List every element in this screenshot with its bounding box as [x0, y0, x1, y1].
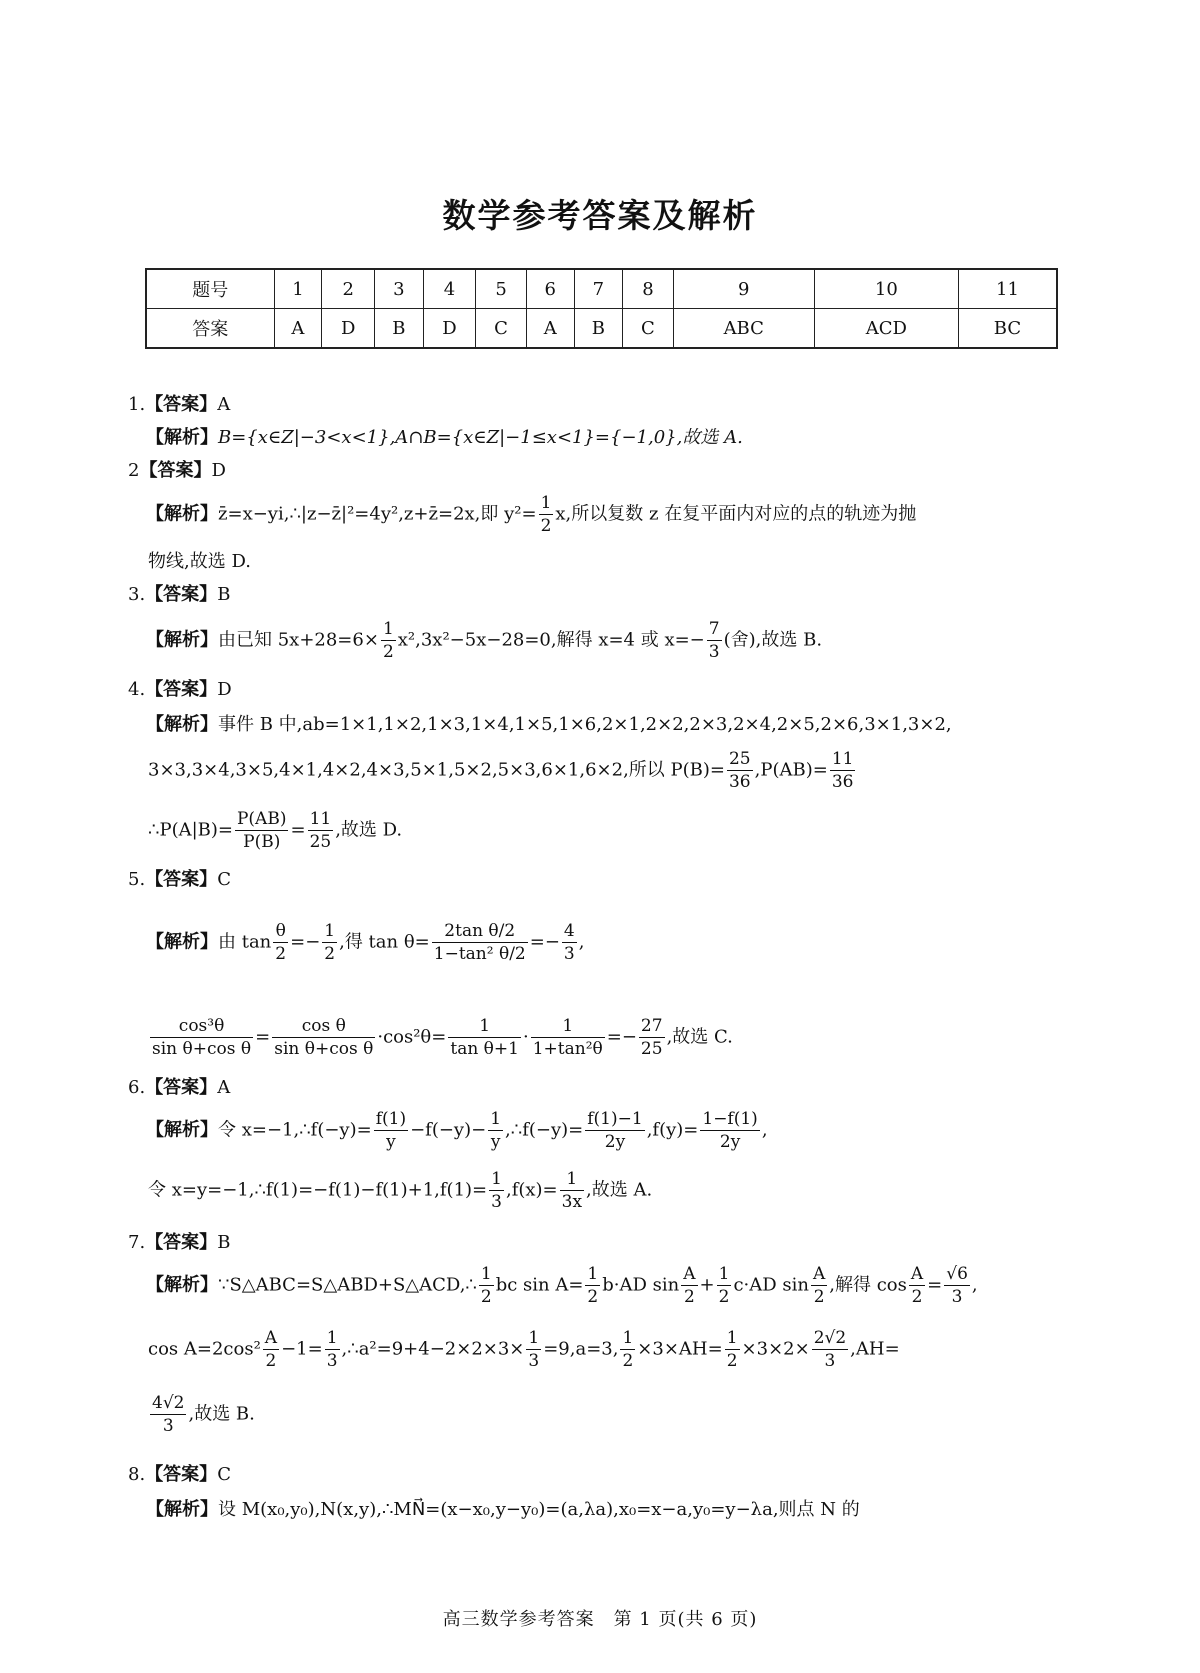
denominator: 3 — [491, 1192, 502, 1212]
analysis-text: 令 x=−1,∴f(−y)= — [218, 1119, 372, 1141]
answer-tag: 【答案】 — [145, 679, 218, 700]
numerator: 2tan θ/2 — [432, 920, 528, 943]
numerator: 1 — [622, 1328, 634, 1348]
page-footer: 高三数学参考答案 第 1 页(共 6 页) — [442, 1609, 758, 1630]
numerator: 1 — [324, 921, 336, 941]
numerator: 1 — [480, 1264, 492, 1284]
fraction — [585, 1108, 644, 1153]
fraction — [479, 1263, 494, 1308]
table-cell: 11 — [958, 269, 1057, 309]
table-cell: 4 — [423, 269, 476, 309]
denominator: P(B) — [243, 832, 281, 852]
numerator: 1 — [587, 1264, 599, 1284]
table-row-answers — [146, 309, 1057, 349]
analysis-text: ,故选 B. — [188, 1403, 255, 1425]
analysis-text: bc sin A= — [495, 1274, 584, 1296]
fraction — [308, 808, 334, 853]
fraction — [585, 1263, 600, 1308]
analysis-text: = — [927, 1274, 943, 1296]
numerator: 1 — [490, 1109, 502, 1129]
analysis-text: , — [761, 1119, 768, 1141]
answer-table — [145, 268, 1058, 349]
fraction — [381, 618, 396, 663]
analysis-text: 事件 B 中,ab=1×1,1×2,1×3,1×4,1×5,1×6,2×1,2×2,2×3,2×4,2×5,2×6,3×1,3×2, — [218, 714, 952, 735]
analysis-text: b·AD sin — [602, 1274, 680, 1296]
analysis-text: 设 M(x₀,y₀),N(x,y),∴MN⃗=(x−x₀,y−y₀)=(a,λa),x₀=x−a,y₀=y−λa,则点 N 的 — [218, 1499, 860, 1520]
fraction — [707, 618, 722, 663]
q8-answer — [128, 1460, 231, 1486]
numerator: √6 — [946, 1264, 968, 1284]
numerator: f(1) — [375, 1109, 407, 1129]
analysis-tag: 【解析】 — [146, 1499, 218, 1520]
table-cell: 9 — [673, 269, 814, 309]
analysis-text: (舍),故选 B. — [723, 629, 823, 651]
fraction — [639, 1015, 665, 1060]
q5-analysis — [146, 920, 584, 965]
table-cell: C — [476, 309, 526, 349]
numerator: 1−f(1) — [702, 1109, 758, 1129]
denominator: 1+tan²θ — [532, 1039, 603, 1059]
question-number: 3. — [128, 584, 146, 605]
answer-value: C — [217, 1464, 231, 1485]
denominator: 3 — [563, 944, 575, 964]
numerator: 1 — [531, 1015, 605, 1038]
analysis-text: 由 tan — [218, 931, 272, 953]
table-cell: ACD — [814, 309, 958, 349]
analysis-text: =− — [606, 1026, 637, 1048]
fraction — [560, 1168, 584, 1213]
question-number: 5. — [128, 869, 146, 890]
fraction — [620, 1327, 635, 1372]
answer-tag: 【答案】 — [145, 869, 218, 890]
analysis-text: 令 x=y=−1,∴f(1)=−f(1)−f(1)+1,f(1)= — [148, 1179, 488, 1201]
q6-answer — [128, 1073, 230, 1099]
table-cell: 题号 — [146, 269, 274, 309]
analysis-text: =9,a=3, — [543, 1338, 619, 1360]
table-cell: D — [322, 309, 375, 349]
numerator: θ — [273, 920, 288, 943]
q7-answer — [128, 1228, 230, 1254]
answer-tag: 【答案】 — [145, 1464, 218, 1485]
analysis-text: ,f(x)= — [505, 1179, 558, 1201]
denominator: 3 — [162, 1416, 174, 1436]
denominator: 3 — [326, 1351, 338, 1371]
fraction — [562, 920, 577, 965]
denominator: 3 — [824, 1351, 836, 1371]
answer-tag: 【答案】 — [145, 1232, 218, 1253]
denominator: tan θ+1 — [450, 1039, 519, 1059]
q2-answer — [128, 456, 226, 482]
numerator: P(AB) — [236, 809, 287, 829]
fraction — [681, 1263, 697, 1308]
table-cell: C — [623, 309, 673, 349]
denominator: 2 — [726, 1351, 738, 1371]
question-number: 7. — [128, 1232, 146, 1253]
table-cell: ABC — [673, 309, 814, 349]
fraction — [944, 1263, 970, 1308]
answer-value: A — [217, 394, 231, 415]
fraction — [272, 1015, 375, 1060]
numerator: 11 — [309, 809, 332, 829]
analysis-text: , — [971, 1274, 978, 1296]
fraction — [830, 748, 856, 793]
fraction — [263, 1327, 279, 1372]
analysis-tag: 【解析】 — [146, 427, 218, 448]
q3-analysis — [146, 618, 822, 663]
analysis-text: ,∴f(−y)= — [505, 1119, 584, 1141]
question-number: 1. — [128, 394, 146, 415]
numerator: 27 — [640, 1016, 663, 1036]
analysis-text: ,解得 cos — [829, 1274, 907, 1296]
fraction — [322, 920, 337, 965]
q7-analysis-cont — [148, 1327, 900, 1372]
numerator: A — [910, 1264, 924, 1284]
denominator: 2 — [382, 642, 394, 662]
table-cell: 1 — [274, 269, 322, 309]
fraction — [811, 1263, 827, 1308]
answer-tag: 【答案】 — [145, 1077, 218, 1098]
q2-analysis — [146, 492, 916, 537]
analysis-text: ∴P(A|B)= — [148, 819, 233, 841]
analysis-tag: 【解析】 — [146, 503, 218, 525]
q4-answer — [128, 675, 232, 701]
denominator: 2 — [683, 1287, 695, 1307]
numerator: cos³θ — [150, 1015, 253, 1038]
analysis-text: ,AH= — [850, 1338, 900, 1360]
analysis-text: 3×3,3×4,3×5,4×1,4×2,4×3,5×1,5×2,5×3,6×1,6×2,所以 P(B)= — [148, 759, 725, 781]
denominator: 2 — [540, 516, 552, 536]
denominator: 3 — [708, 642, 720, 662]
numerator: 1 — [540, 493, 552, 513]
denominator: 2 — [324, 944, 336, 964]
numerator: 1 — [491, 1169, 502, 1189]
denominator: 3x — [561, 1192, 583, 1212]
fraction — [325, 1327, 340, 1372]
denominator: 2 — [911, 1287, 923, 1307]
numerator: 11 — [831, 749, 854, 769]
q1-answer — [128, 390, 230, 416]
table-cell: 2 — [322, 269, 375, 309]
q6-analysis — [146, 1108, 768, 1153]
answer-tag: 【答案】 — [145, 584, 218, 605]
table-cell: A — [274, 309, 322, 349]
analysis-text: x,所以复数 z 在复平面内对应的点的轨迹为抛 — [555, 503, 917, 525]
fraction — [150, 1392, 186, 1437]
fraction — [488, 1108, 503, 1153]
fraction — [717, 1263, 732, 1308]
denominator: 2y — [719, 1132, 741, 1152]
table-cell: 3 — [375, 269, 424, 309]
numerator: 4√2 — [152, 1393, 185, 1413]
analysis-text: ,故选 C. — [666, 1026, 733, 1048]
fraction — [531, 1015, 605, 1060]
analysis-tag: 【解析】 — [146, 931, 218, 953]
analysis-text: =− — [290, 931, 321, 953]
answer-value: C — [217, 869, 231, 890]
numerator: 1 — [326, 1328, 338, 1348]
denominator: 2 — [622, 1351, 634, 1371]
analysis-text: ∵S△ABC=S△ABD+S△ACD,∴ — [218, 1274, 477, 1296]
q3-answer — [128, 580, 230, 606]
table-cell: B — [574, 309, 623, 349]
answer-value: D — [211, 460, 226, 481]
fraction — [374, 1108, 408, 1153]
analysis-text: −f(−y)− — [410, 1119, 487, 1141]
analysis-text: ,f(y)= — [646, 1119, 699, 1141]
fraction — [526, 1327, 541, 1372]
analysis-text: + — [699, 1274, 715, 1296]
answer-value: D — [217, 679, 232, 700]
q4-analysis — [146, 710, 952, 736]
analysis-text: cos A=2cos² — [148, 1338, 261, 1360]
denominator: 2 — [265, 1351, 277, 1371]
analysis-text: = — [290, 819, 306, 841]
fraction — [727, 748, 753, 793]
denominator: 36 — [831, 772, 854, 792]
table-cell: 6 — [526, 269, 574, 309]
analysis-text: c·AD sin — [733, 1274, 809, 1296]
q4-analysis-cont2 — [148, 808, 402, 853]
q1-analysis — [146, 423, 743, 449]
answer-value: B — [217, 1232, 231, 1253]
numerator: cos θ — [272, 1015, 375, 1038]
fraction — [150, 1015, 253, 1060]
numerator: 1 — [528, 1328, 540, 1348]
question-number: 4. — [128, 679, 146, 700]
analysis-text: −1= — [281, 1338, 323, 1360]
analysis-text: = — [255, 1026, 271, 1048]
table-cell: 7 — [574, 269, 623, 309]
denominator: 2 — [480, 1287, 492, 1307]
page-title: 数学参考答案及解析 — [442, 196, 758, 235]
analysis-text: 由已知 5x+28=6× — [218, 629, 379, 651]
q7-analysis-cont2 — [148, 1392, 255, 1437]
table-cell: B — [375, 309, 424, 349]
numerator: 2√2 — [813, 1328, 847, 1348]
analysis-text: ·cos²θ= — [377, 1026, 447, 1048]
fraction — [812, 1327, 848, 1372]
numerator: 1 — [718, 1264, 730, 1284]
denominator: y — [490, 1132, 501, 1152]
numerator: 25 — [728, 749, 751, 769]
table-cell: 5 — [476, 269, 526, 309]
fraction — [235, 808, 288, 853]
numerator: A — [683, 1264, 696, 1284]
analysis-tag: 【解析】 — [146, 1119, 218, 1141]
table-cell: A — [526, 309, 574, 349]
fraction — [725, 1327, 740, 1372]
analysis-text: · — [522, 1026, 529, 1048]
question-number: 8. — [128, 1464, 146, 1485]
analysis-tag: 【解析】 — [146, 629, 218, 651]
q2-analysis-cont — [148, 547, 251, 573]
denominator: 3 — [951, 1287, 963, 1307]
q6-analysis-cont — [148, 1168, 652, 1213]
denominator: 2y — [604, 1132, 626, 1152]
analysis-text: 物线,故选 D. — [148, 551, 251, 572]
question-number: 2 — [128, 460, 140, 481]
table-cell: BC — [958, 309, 1057, 349]
analysis-text: x²,3x²−5x−28=0,解得 x=4 或 x=− — [397, 629, 705, 651]
analysis-text: ,P(AB)= — [754, 759, 828, 781]
question-number: 6. — [128, 1077, 146, 1098]
answer-tag: 【答案】 — [139, 460, 212, 481]
numerator: 4 — [563, 921, 575, 941]
numerator: A — [812, 1264, 826, 1284]
fraction — [273, 920, 288, 965]
q5-answer — [128, 865, 231, 891]
answer-tag: 【答案】 — [145, 394, 218, 415]
numerator: 1 — [382, 619, 394, 639]
denominator: sin θ+cos θ — [274, 1039, 374, 1059]
analysis-text: ,∴a²=9+4−2×2×3× — [341, 1338, 525, 1360]
q8-analysis — [146, 1495, 860, 1521]
analysis-text: ,得 tan θ= — [339, 931, 430, 953]
denominator: 3 — [528, 1351, 540, 1371]
numerator: A — [264, 1328, 278, 1348]
numerator: 7 — [708, 619, 720, 639]
denominator: 1−tan² θ/2 — [433, 944, 526, 964]
fraction — [539, 492, 554, 537]
denominator: 25 — [309, 832, 332, 852]
analysis-tag: 【解析】 — [146, 714, 218, 735]
denominator: 2 — [587, 1287, 599, 1307]
fraction — [489, 1168, 504, 1213]
q5-analysis-cont — [148, 1015, 733, 1060]
analysis-text: ×3×2× — [741, 1338, 810, 1360]
analysis-text: , — [578, 931, 585, 953]
numerator: 1 — [448, 1015, 521, 1038]
denominator: 2 — [813, 1287, 825, 1307]
table-cell: 8 — [623, 269, 673, 309]
numerator: 1 — [560, 1168, 584, 1191]
q4-analysis-cont — [148, 748, 857, 793]
q7-analysis — [146, 1263, 978, 1308]
answer-value: B — [217, 584, 231, 605]
denominator: y — [386, 1132, 396, 1152]
answer-value: A — [217, 1077, 231, 1098]
numerator: 1 — [726, 1328, 738, 1348]
denominator: 2 — [275, 944, 287, 964]
fraction — [909, 1263, 925, 1308]
analysis-text: z̄=x−yi,∴|z−z̄|²=4y²,z+z̄=2x,即 y²= — [218, 503, 537, 525]
fraction — [432, 920, 528, 965]
analysis-tag: 【解析】 — [146, 1274, 218, 1296]
numerator: f(1)−1 — [587, 1109, 643, 1129]
table-cell: 答案 — [146, 309, 274, 349]
table-cell: 10 — [814, 269, 958, 309]
analysis-text: ×3×AH= — [637, 1338, 723, 1360]
denominator: 25 — [640, 1039, 663, 1059]
analysis-text: =− — [529, 931, 560, 953]
analysis-text: B={x∈Z|−3<x<1},A∩B={x∈Z|−1≤x<1}={−1,0},故选 A. — [218, 427, 743, 448]
table-row-numbers — [146, 269, 1057, 309]
analysis-text: ,故选 D. — [335, 819, 403, 841]
analysis-text: ,故选 A. — [586, 1179, 653, 1201]
fraction — [700, 1108, 759, 1153]
denominator: sin θ+cos θ — [152, 1039, 252, 1059]
denominator: 2 — [718, 1287, 730, 1307]
denominator: 36 — [728, 772, 751, 792]
fraction — [448, 1015, 521, 1060]
table-cell: D — [423, 309, 476, 349]
